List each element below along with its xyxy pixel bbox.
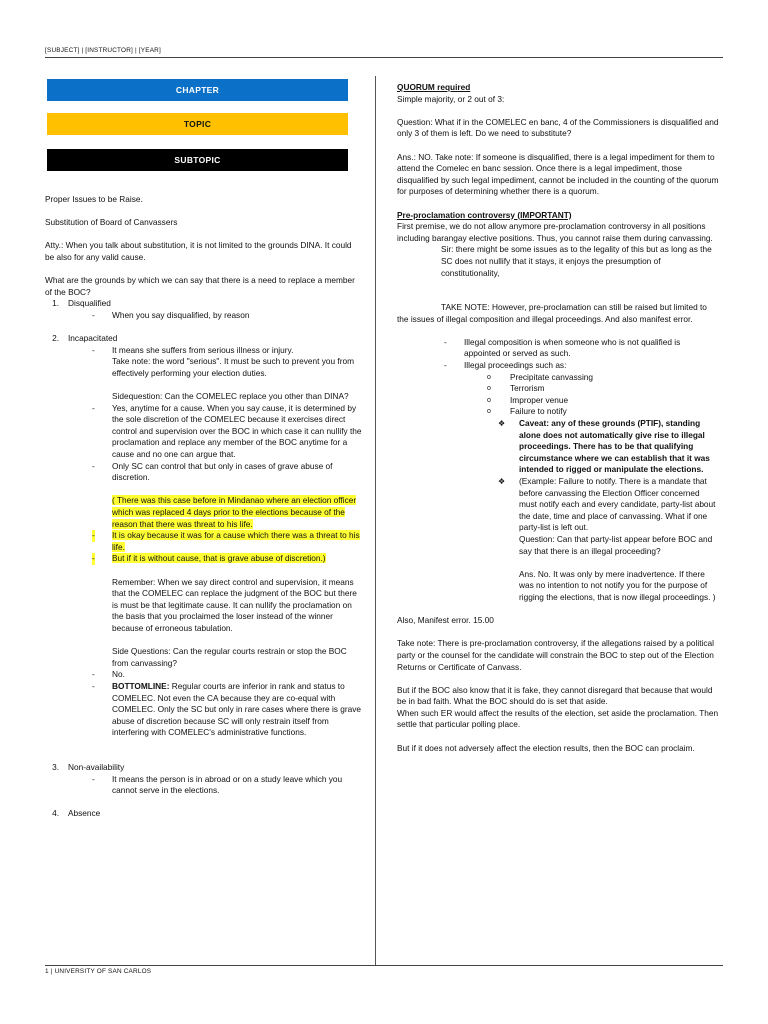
paragraph: Proper Issues to be Raise.	[45, 194, 143, 204]
subtopic-bar: SUBTOPIC	[47, 149, 348, 171]
column-divider	[375, 76, 376, 966]
paragraph: Remember: When we say direct control and supervision, it means that the COMELEC can replace the judgment of the BOC but there is must be that legitimate cause. It can nullify the proclamation on the basis that you proclaimed the loser instead of the winner because of erroneous tabulation.	[112, 576, 357, 633]
paragraph: First premise, we do not allow anymore pre-proclamation controversy in all positions including barangay elective positions. Thus, you cannot raise them during canvassing.	[397, 221, 713, 243]
section-title: QUORUM required	[397, 82, 471, 92]
paragraph: Ans. No. It was only by mere inadvertence. If there was no intention to not notify you for the purpose of rigging the elections, that is now illegal proceedings. )	[519, 568, 716, 602]
list-bullet: - It means she suffers from serious illness or injury.	[92, 344, 294, 355]
list-bullet: - Illegal proceedings such as:	[444, 360, 567, 371]
list-bullet: - BOTTOMLINE: Regular courts are inferior in rank and status to COMELEC. Not even the CA because they are co-equal with COMELEC. Only the SC but only in rare cases where there is grave abuse of discretion because SC will only restrain itself from interfering with COMELEC's administrative functions.	[92, 680, 362, 738]
list-bullet: - When you say disqualified, by reason	[92, 309, 250, 320]
sub-bullet: o Terrorism	[487, 383, 545, 394]
paragraph: Also, Manifest error. 15.00	[397, 615, 494, 626]
paragraph: Atty.: When you talk about substitution, it is not limited to the grounds DINA. It could be also for any valid cause.	[45, 240, 352, 262]
paragraph: But if it does not adversely affect the election results, then the BOC can proclaim.	[397, 742, 695, 753]
list-bullet: - No.	[92, 669, 125, 680]
paragraph: Take note: There is pre-proclamation controversy, if the allegations raised by a political party or the counsel for the candidate will constrain the BOC to step out of the Election Returns or Certificate of Canvass.	[397, 638, 714, 672]
paragraph: What are the grounds by which we can say that there is a need to replace a member of the BOC?	[45, 275, 355, 297]
list-bullet: - Illegal composition is when someone who is not qualified is appointed or served as such.	[444, 336, 681, 359]
list-item-non-availability: 3. Non-availability	[52, 761, 125, 772]
paragraph: Ans.: NO. Take note: If someone is disqualified, there is a legal impediment for them to attend the Comelec en banc session. Once there is a legal impediment, those disqualified by such legal impediment, cannot be included in the counting of the quorum for purposes of determining whether there is a quorum.	[397, 151, 719, 197]
caveat-bullet: ❖ Caveat: any of these grounds (PTIF), standing alone does not automatically give rise to illegal proceedings. There has to be that qualifying circumstance where we can establish that it was intended to rigged or manipulate the elections.	[498, 418, 710, 475]
sub-bullet: o Improper venue	[487, 394, 569, 405]
paragraph: TAKE NOTE: However, pre-proclamation can still be raised but limited to the issues of illegal composition and illegal proceedings. And also manifest error.	[397, 302, 707, 324]
highlighted-bullet: - But if it is without cause, that is grave abuse of discretion.)	[92, 553, 326, 564]
paragraph: Sir: there might be some issues as to the legality of this but as long as the SC does not nullify that it stays, it enjoys the presumption of constitutionality,	[441, 244, 712, 278]
paragraph: Side Questions: Can the regular courts restrain or stop the BOC from canvassing?	[112, 646, 347, 668]
sub-bullet: o Failure to notify	[487, 406, 567, 417]
header-rule	[45, 57, 723, 58]
page-footer: 1 | UNIVERSITY OF SAN CARLOS	[45, 968, 152, 975]
list-item-incapacitated: 2. Incapacitated	[52, 333, 118, 344]
list-bullet: - It means the person is in abroad or on a study leave which you cannot serve in the elections.	[92, 773, 343, 796]
list-bullet: - Yes, anytime for a cause. When you say cause, it is determined by the sole discretion of the COMELEC because it exercises direct control and supervision over the BOC in which case it can nullify the proclamation and replace any member of the BOC anytime for a cause and no one can argue that.	[92, 402, 362, 460]
highlighted-note: ( There was this case before in Mindanao where an election officer which was replaced 4 days prior to the elections because of the reason that there was threat to his life.	[112, 495, 357, 529]
list-item-disqualified: 1. Disqualified	[52, 298, 111, 309]
sub-bullet: o Precipitate canvassing	[487, 371, 594, 382]
paragraph: Question: What if in the COMELEC en banc, 4 of the Commissioners is disqualified and only 3 of them is left. Do we need to substitute?	[397, 116, 719, 139]
list-item-absence: 4. Absence	[52, 808, 101, 819]
left-column	[45, 194, 363, 820]
highlighted-bullet: - It is okay because it was for a cause which there was a threat to his life.	[92, 530, 360, 552]
paragraph: Take note: the word "serious". It must be such to prevent you from effectively performing your election duties.	[112, 356, 355, 378]
paragraph: Sidequestion: Can the COMELEC replace you other than DINA?	[112, 391, 349, 402]
right-column	[397, 82, 719, 754]
list-bullet: - Only SC can control that but only in cases of grave abuse of discretion.	[92, 460, 333, 483]
paragraph: Question: Can that party-list appear before BOC and say that there is an illegal proceeding?	[519, 533, 713, 556]
chapter-bar: CHAPTER	[47, 79, 348, 101]
topic-bar: TOPIC	[47, 113, 348, 135]
paragraph: When such ER would affect the results of the election, set aside the proclamation. Then settle that particular polling place.	[397, 707, 719, 730]
footer-rule	[45, 965, 723, 966]
paragraph: Simple majority, or 2 out of 3:	[397, 93, 505, 104]
paragraph: But if the BOC also know that it is fake, they cannot disregard that because that would be in bad faith. What the BOC should do is set that aside.	[397, 684, 713, 707]
section-title: Pre-proclamation controversy (IMPORTANT)	[397, 209, 572, 220]
page-header: [SUBJECT] | [INSTRUCTOR] | [YEAR]	[45, 47, 161, 54]
paragraph: Substitution of Board of Canvassers	[45, 217, 178, 228]
example-bullet: ❖ (Example: Failure to notify. There is a mandate that before canvassing the Election Officer concerned must notify each and every candidate, party-list about the date, time and place of canvassing. What if one party-list is left out.	[498, 476, 716, 533]
